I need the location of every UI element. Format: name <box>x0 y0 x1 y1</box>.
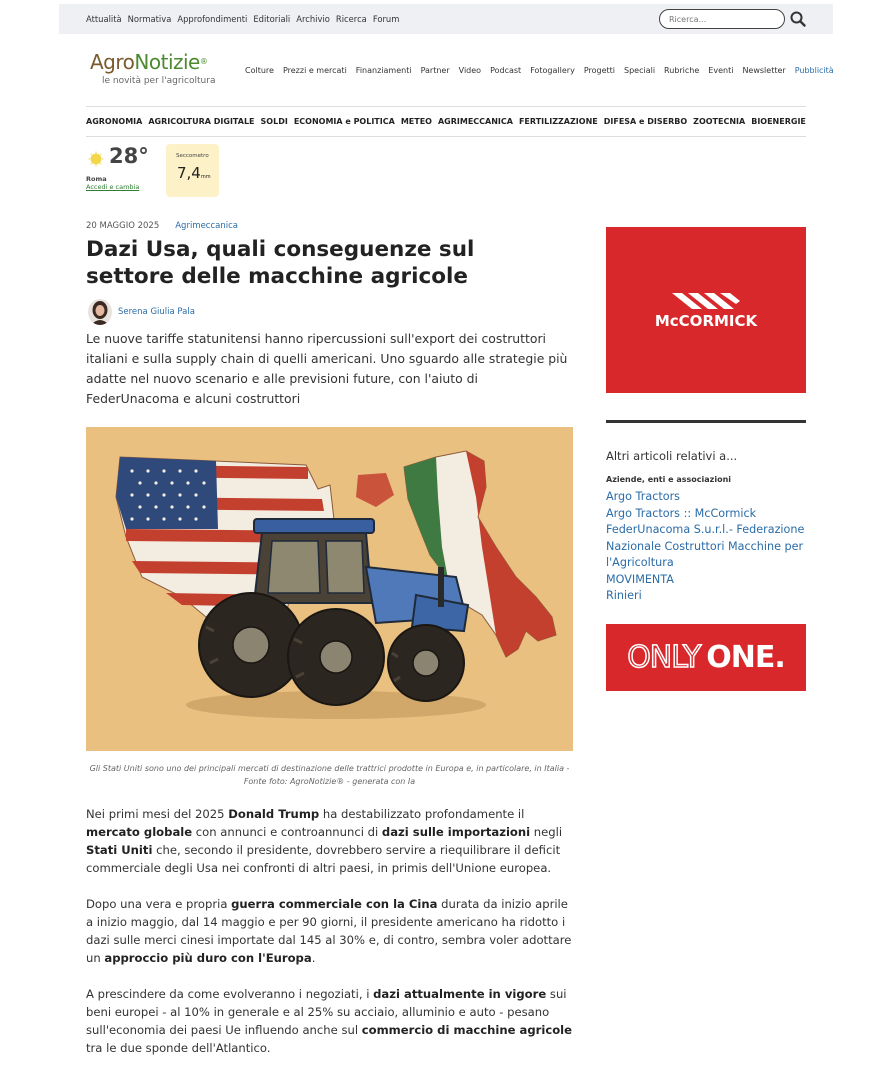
site-logo[interactable] <box>90 50 240 90</box>
nav-newsletter[interactable]: Newsletter <box>742 66 786 75</box>
drought-meter[interactable] <box>166 144 219 197</box>
drought-value: 7,4mm <box>177 164 211 182</box>
nav-colture[interactable]: Colture <box>245 66 274 75</box>
related-link-rinieri[interactable]: Rinieri <box>606 589 642 602</box>
article-paragraph-1: Nei primi mesi del 2025 Donald Trump ha destabilizzato profondamente il mercato globale con annunci e controannunci di dazi sulle importazioni negli Stati Uniti che, secondo il presidente, dovrebbero servire a riequilibrare il deficit commerciale degli Usa nei confronti di altri paesi, in primis dell'Unione europea. <box>86 807 563 875</box>
cat-economia-politica[interactable]: ECONOMIA e POLITICA <box>293 117 395 126</box>
drought-label: Seccometro <box>176 153 209 159</box>
related-link-argo-mccormick[interactable]: Argo Tractors :: McCormick <box>606 506 757 520</box>
article-date: 20 MAGGIO 2025 <box>86 221 160 231</box>
logo-wordmark: AgroNotizie® <box>90 50 208 74</box>
nav-fotogallery[interactable]: Fotogallery <box>530 66 575 75</box>
nav-podcast[interactable]: Podcast <box>490 66 522 75</box>
nav-finanziamenti[interactable]: Finanziamenti <box>355 66 412 75</box>
mccormick-wordmark: McCORMICK <box>654 312 758 330</box>
utility-link-attualita[interactable]: Attualità <box>86 14 122 24</box>
cat-fertilizzazione[interactable]: FERTILIZZAZIONE <box>518 117 598 126</box>
article-summary: Le nuove tariffe statunitensi hanno ripercussioni sull'export dei costruttori italiani e sulla supply chain di quelli americani. Uno sguardo alle strategie più adatte nel nuovo scenario e alle previsioni future, con l'aiuto di FederUnacoma e alcuni costruttori <box>86 331 568 406</box>
cat-meteo[interactable]: METEO <box>400 117 432 126</box>
search-icon[interactable] <box>790 11 806 27</box>
article-paragraph-2: Dopo una vera e propria guerra commerciale con la Cina durata da inizio aprile a inizio maggio, dal 14 maggio e per 90 giorni, il presidente americano ha ridotto i dazi sulle merci cinesi importate dal 145 al 30% e, di contro, sembra voler adottare un approccio più duro con l'Europa. <box>86 897 572 965</box>
nav-eventi[interactable]: Eventi <box>708 66 734 75</box>
logo-tagline: le novità per l'agricoltura <box>102 76 216 86</box>
article-meta <box>86 221 238 231</box>
nav-progetti[interactable]: Progetti <box>583 66 615 75</box>
utility-link-forum[interactable]: Forum <box>372 14 400 24</box>
article-title: Dazi Usa, quali conseguenze sul settore delle macchine agricole <box>86 237 475 289</box>
related-subtitle: Aziende, enti e associazioni <box>606 475 732 484</box>
nav-speciali[interactable]: Speciali <box>624 66 656 75</box>
only-one-ad-banner[interactable] <box>606 624 806 691</box>
sidebar-divider <box>606 420 806 423</box>
cat-soldi[interactable]: SOLDI <box>260 117 288 126</box>
cat-agricoltura-digitale[interactable]: AGRICOLTURA DIGITALE <box>148 117 255 126</box>
weather-temperature: 28° <box>109 144 149 168</box>
only-one-wordmark: ONLY ONE. <box>627 640 785 675</box>
top-utility-bar <box>59 4 833 34</box>
utility-nav <box>86 4 399 34</box>
cat-bioenergie[interactable]: BIOENERGIE <box>751 117 806 126</box>
search-input[interactable] <box>659 9 785 29</box>
article-category[interactable]: Agrimeccanica <box>175 221 238 231</box>
article-paragraph-3: A prescindere da come evolveranno i negoziati, i dazi attualmente in vigore sui beni europei - al 10% in generale e al 25% su acciaio, alluminio e auto - pesano sull'economia dei paesi Ue influendo anche sul commercio di macchine agricole tra le due sponde dell'Atlantico. <box>86 987 573 1055</box>
main-nav <box>245 66 834 75</box>
cat-zootecnia[interactable]: ZOOTECNIA <box>693 117 746 126</box>
related-link-federunacoma[interactable]: FederUnacoma S.u.r.l.- Federazione Nazionale Costruttori Macchine per l'Agricoltura <box>606 523 805 569</box>
article-body <box>86 805 573 1074</box>
related-link-argo-tractors[interactable]: Argo Tractors <box>606 490 681 503</box>
nav-rubriche[interactable]: Rubriche <box>664 66 700 75</box>
related-title: Altri articoli relativi a... <box>606 449 738 463</box>
weather-change-link[interactable]: Accedi e cambia <box>86 183 140 191</box>
author-name[interactable]: Serena Giulia Pala <box>118 307 195 317</box>
nav-partner[interactable]: Partner <box>420 66 450 75</box>
category-nav <box>86 106 806 137</box>
mccormick-logo-mark <box>672 293 740 309</box>
cat-agronomia[interactable]: AGRONOMIA <box>86 117 143 126</box>
weather-city: Roma <box>86 175 107 183</box>
related-link-movimenta[interactable]: MOVIMENTA <box>606 572 674 586</box>
nav-prezzi-mercati[interactable]: Prezzi e mercati <box>282 66 347 75</box>
cat-difesa-diserbo[interactable]: DIFESA e DISERBO <box>603 117 688 126</box>
utility-link-normativa[interactable]: Normativa <box>127 14 172 24</box>
mccormick-ad-banner[interactable] <box>606 227 806 393</box>
related-list <box>606 489 806 605</box>
article-hero-image[interactable] <box>86 427 573 751</box>
cat-agrimeccanica[interactable]: AGRIMECCANICA <box>437 117 513 126</box>
utility-link-editoriali[interactable]: Editoriali <box>253 14 291 24</box>
utility-link-ricerca[interactable]: Ricerca <box>335 14 367 24</box>
nav-video[interactable]: Video <box>458 66 482 75</box>
sun-icon <box>88 151 104 167</box>
utility-link-archivio[interactable]: Archivio <box>296 14 330 24</box>
nav-pubblicita[interactable]: Pubblicità <box>794 66 834 75</box>
image-caption: Gli Stati Uniti sono uno dei principali mercati di destinazione delle trattrici prodotte in Europa e, in particolare, in Italia - Fonte foto: AgroNotizie® - generata con Ia <box>89 764 570 786</box>
author-avatar[interactable] <box>88 299 112 325</box>
utility-link-approfondimenti[interactable]: Approfondimenti <box>177 14 248 24</box>
